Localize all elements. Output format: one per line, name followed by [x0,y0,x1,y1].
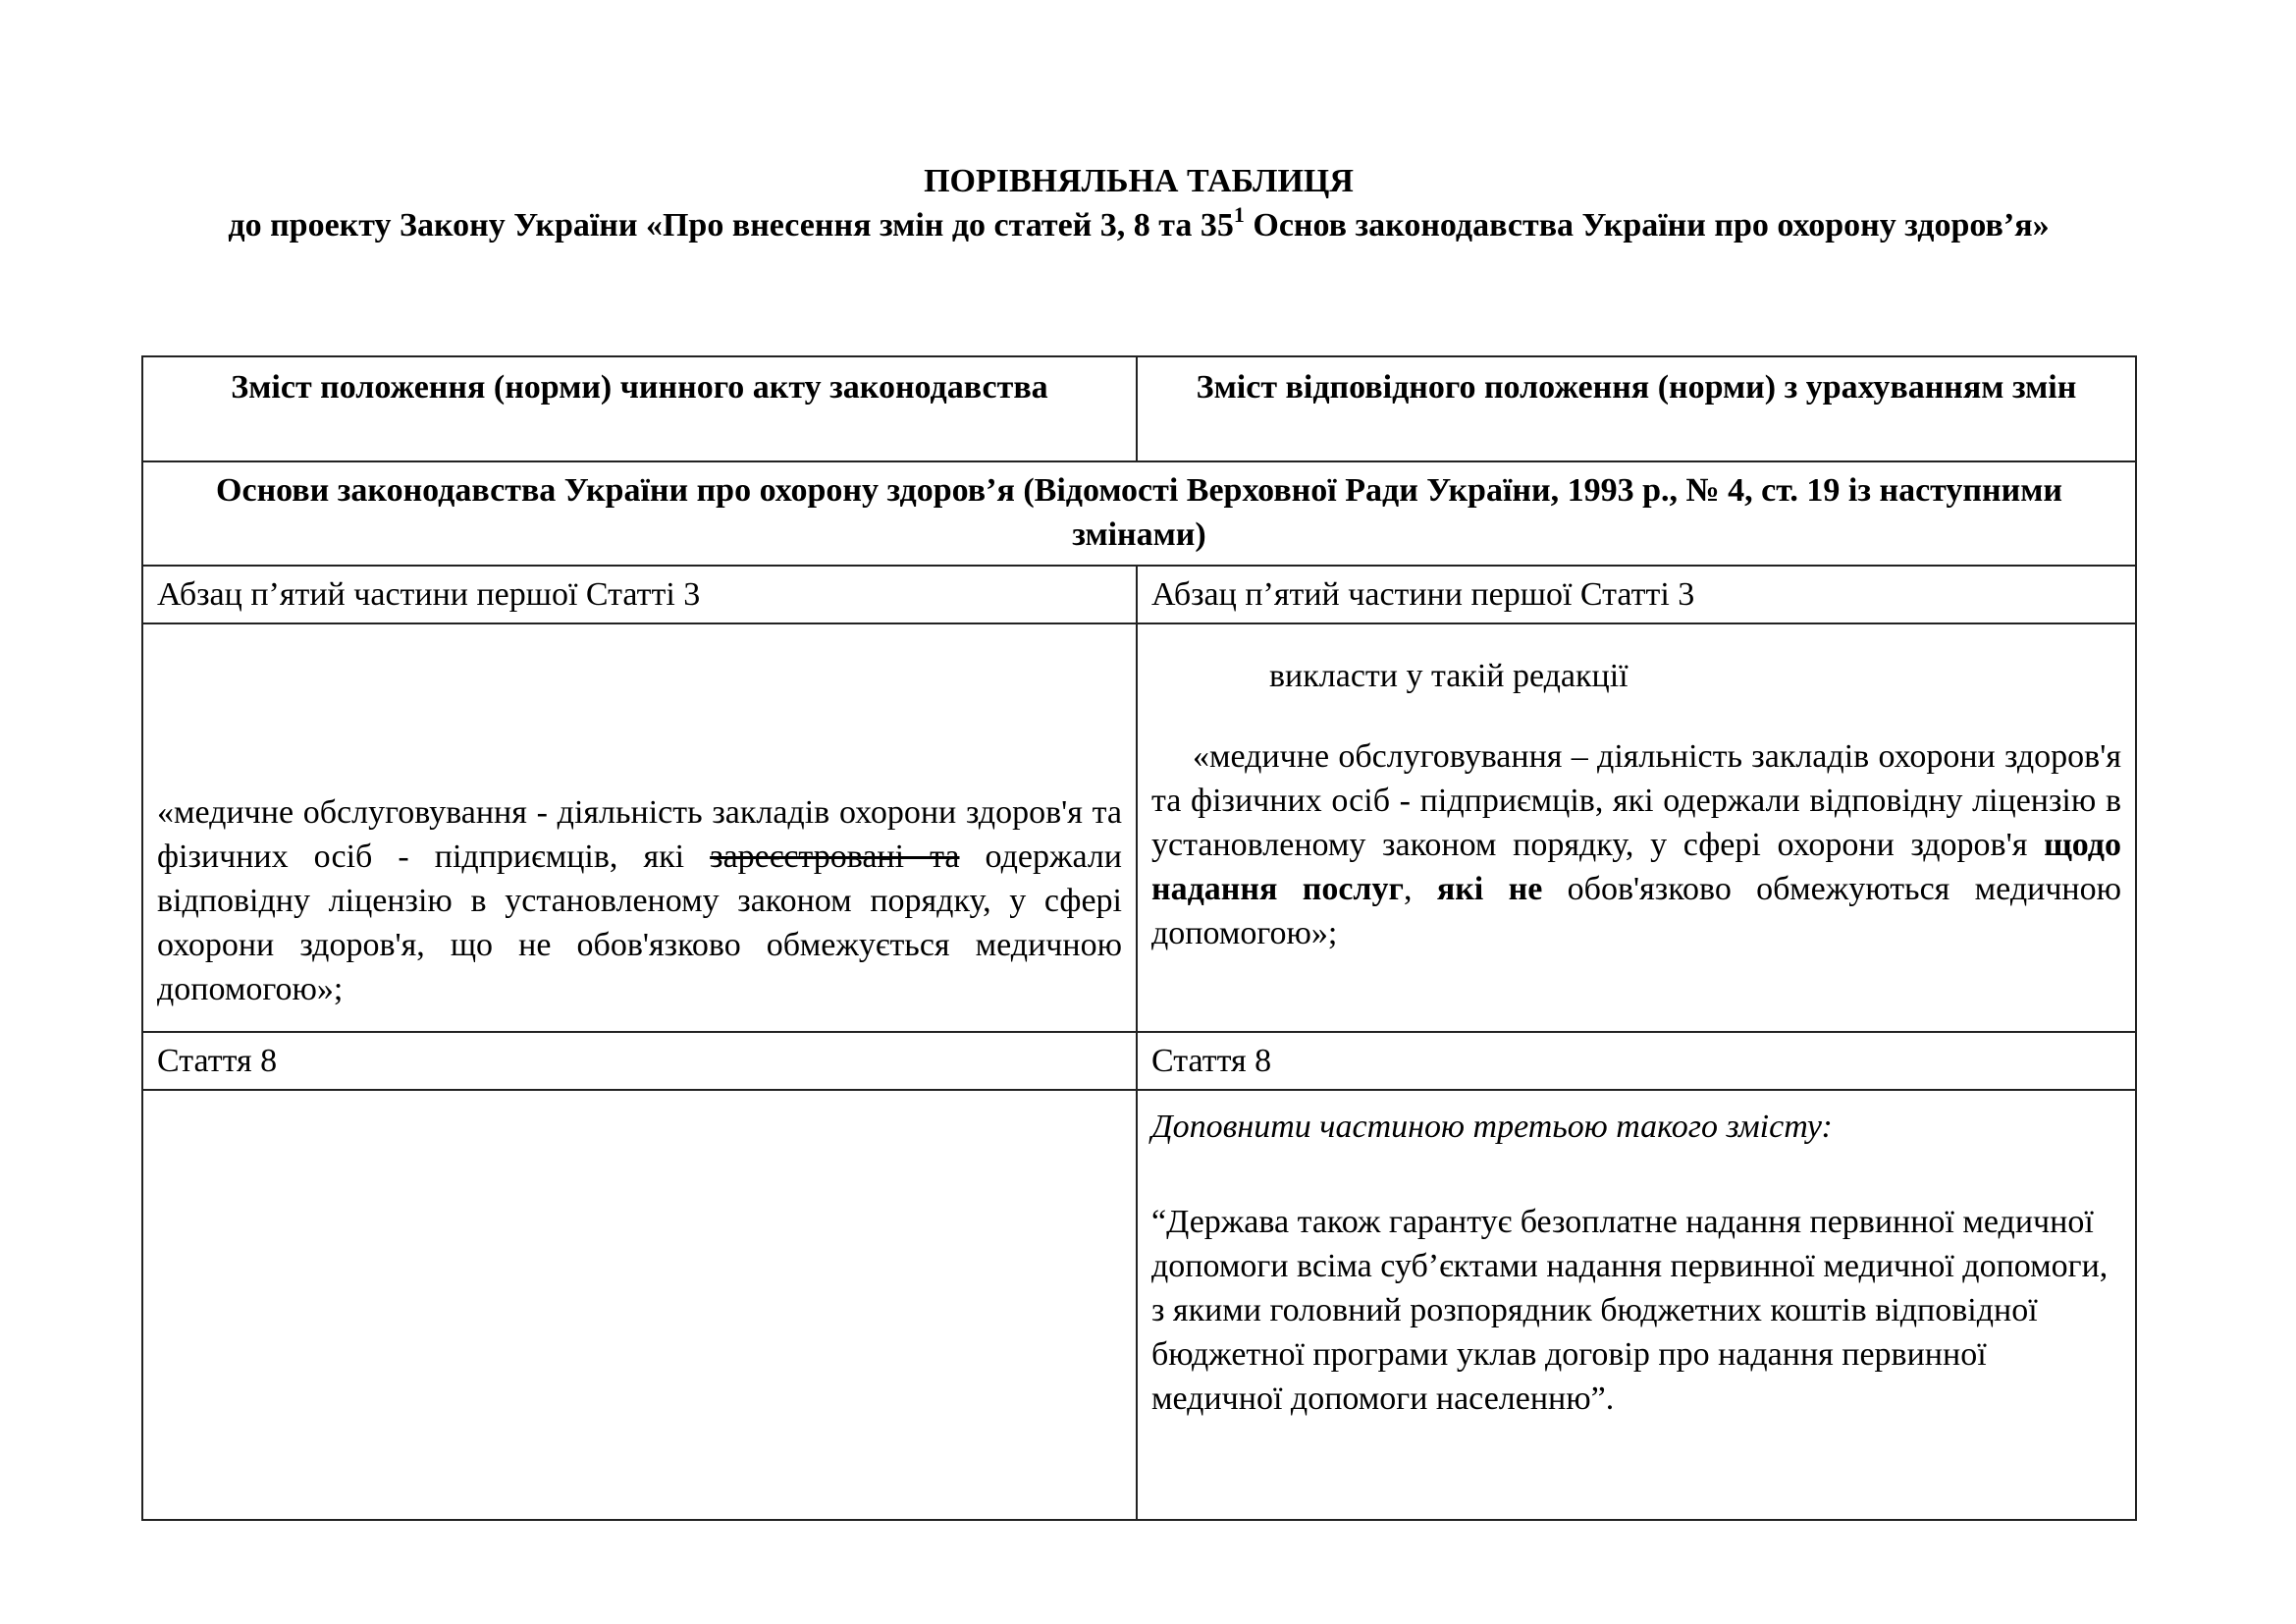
header-proposed-norm: Зміст відповідного положення (норми) з урахуванням змін [1137,356,2136,461]
document-subtitle [142,203,2135,247]
article3-current-part1: «медичне обслуговування - діяльність закладів охорони здоров'я та фізичних осіб - підприємців, які [157,794,1122,875]
article3-current-cell [142,623,1137,1032]
article8-current-cell [142,1090,1137,1520]
article3-added-words-1: щодо надання послуг [1151,827,2121,907]
article3-proposed-cell [1137,623,2136,1032]
article8-label-row [142,1032,2136,1090]
subtitle-text-start: до проекту Закону України «Про внесення змін до статей 3, 8 та 35 [228,207,1234,244]
article8-label-proposed: Стаття 8 [1137,1032,2136,1090]
article3-label-current: Абзац п’ятий частини першої Статті 3 [142,566,1137,623]
table-header-row [142,356,2136,461]
article3-content-row [142,623,2136,1032]
article3-proposed-instruction: викласти у такій редакції [1269,658,1629,694]
article3-current-text [157,790,1122,1011]
law-title-row [142,461,2136,566]
article3-current-part2: одержали відповідну ліцензію в установленому законом порядку, у сфері охорони здоров'я, що не обов'язково обмежується медичною допомогою»; [157,839,1122,1007]
document-title: ПОРІВНЯЛЬНА ТАБЛИЦЯ [924,163,1354,199]
article8-proposed-cell [1137,1090,2136,1520]
comparison-table [141,355,2137,1521]
article8-proposed-text: “Держава також гарантує безоплатне надання первинної медичної допомоги всіма суб’єктами надання первинної медичної допомоги, з якими головний розпорядник бюджетних коштів відповідної бюджетної програми уклав договір про надання первинної медичної допомоги населенню”. [1151,1204,2109,1417]
document-header [142,159,2135,247]
article3-label-proposed: Абзац п’ятий частини першої Статті 3 [1137,566,2136,623]
article3-proposed-part2: , [1403,871,1437,907]
header-current-norm: Зміст положення (норми) чинного акту законодавства [142,356,1137,461]
article3-proposed-text [1151,734,2121,955]
article8-proposed-instruction: Доповнити частиною третьою такого змісту: [1151,1109,1833,1145]
subtitle-superscript: 1 [1233,201,1245,227]
article8-label-current: Стаття 8 [142,1032,1137,1090]
article3-deleted-words: зареєстровані та [710,839,960,875]
article8-content-row [142,1090,2136,1520]
law-title: Основи законодавства України про охорону здоров’я (Відомості Верховної Ради України, 1993 р., № 4, ст. 19 із наступними змінами) [142,461,2136,566]
article3-proposed-part3: обов'язково обмежуються медичною допомогою»; [1151,871,2122,951]
subtitle-text-end: Основ законодавства України про охорону здоров’я» [1244,207,2050,244]
article3-added-words-2: які не [1436,871,1543,907]
article3-label-row [142,566,2136,623]
article3-proposed-part1: «медичне обслуговування – діяльність закладів охорони здоров'я та фізичних осіб - підприємців, які одержали відповідну ліцензію в установленому законом порядку, у сфері охорони здоров'я [1151,738,2121,863]
